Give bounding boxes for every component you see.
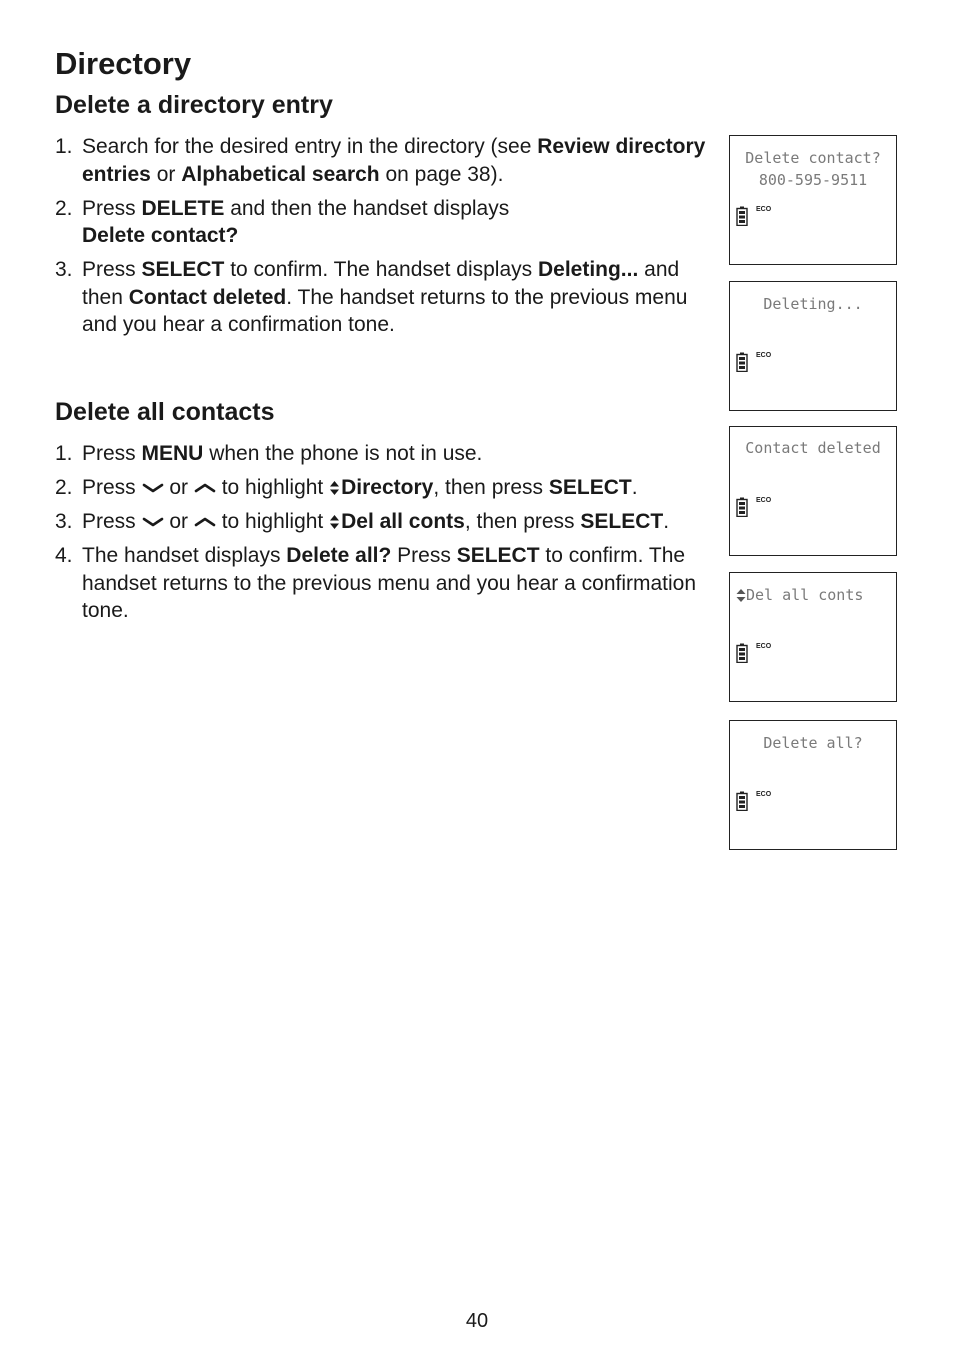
battery-icon [736,643,748,663]
step-text: or [163,510,194,533]
step-text: or [150,162,182,186]
handset-screen-deleting [729,281,897,411]
lcd-line: Delete all? [763,734,863,752]
step-bold: SELECT [548,476,632,499]
section-heading-delete-entry: Delete a directory entry [55,91,333,119]
step-item [55,195,715,250]
section-heading-delete-all: Delete all contacts [55,398,275,426]
step-bold: DELETE [141,196,225,220]
lcd-line: 800-595-9511 [758,171,868,189]
chevron-down-icon [142,515,164,529]
handset-screen-delete-contact [729,135,897,265]
step-text: Search for the desired entry in the directory (see [82,135,538,158]
step-number: 1. [55,135,73,158]
step-bold: Delete all? [286,544,392,567]
chevron-up-icon [194,481,216,495]
step-text: when the phone is not in use. [203,442,483,465]
battery-icon [736,791,748,811]
step-number: 3. [55,510,73,533]
step-text: and then the handset displays [224,196,510,220]
up-down-arrow-icon [736,588,746,603]
chevron-up-icon [194,515,216,529]
step-bold: Delete contact? [82,224,239,247]
step-text: The handset displays [82,544,287,567]
step-text: . The handset returns to the previous menu and you hear a confirmation tone. [82,285,688,336]
step-text: to confirm. The handset returns to the previous menu and you hear a confirmation tone. [82,544,697,622]
eco-indicator: ECO [756,643,772,650]
lcd-line: Contact deleted [745,439,881,457]
eco-indicator: ECO [756,497,772,504]
step-bold: Review directory entries [82,135,706,186]
step-text: . [631,476,638,499]
battery-icon [736,497,748,517]
step-item [55,474,715,502]
step-text: to highlight [215,510,330,533]
page-title: Directory [55,46,192,81]
lcd-line: Del all conts [746,586,864,604]
step-item [55,256,715,339]
step-bold: Deleting... [537,258,639,281]
handset-screen-contact-deleted [729,426,897,556]
eco-indicator: ECO [756,352,772,359]
step-bold: SELECT [141,258,225,281]
step-bold: SELECT [456,544,540,567]
page-number: 40 [465,1310,489,1332]
eco-indicator: ECO [756,791,772,798]
step-number: 2. [55,196,73,220]
step-text: Press [82,510,142,533]
step-item [55,508,715,536]
steps-delete-all [55,440,715,631]
handset-screen-delete-all [729,720,897,850]
step-text: to highlight [215,476,330,499]
step-bold: Directory [341,476,434,499]
step-bold: Contact deleted [128,285,287,309]
battery-icon [736,206,748,226]
step-number: 2. [55,476,73,499]
step-bold: SELECT [580,510,664,533]
step-number: 4. [55,544,73,567]
step-item [55,133,715,188]
lcd-line: Delete contact? [745,149,881,167]
up-down-arrow-icon [329,514,340,530]
step-text: to confirm. The handset displays [224,258,538,281]
lcd-line: Deleting... [763,295,863,313]
step-text: Press [82,258,142,281]
battery-icon [736,352,748,372]
step-text: on page 38). [379,162,504,186]
step-bold: MENU [141,442,204,465]
chevron-down-icon [142,481,164,495]
step-number: 1. [55,442,73,465]
step-text: and then [82,258,680,309]
handset-screen-del-all-conts [729,572,897,702]
step-text: or [163,476,194,499]
step-text: Press [391,544,457,567]
step-bold: Del all conts [341,510,465,533]
step-number: 3. [55,258,73,281]
step-text: Press [82,196,142,220]
step-text: , then press [433,476,549,499]
up-down-arrow-icon [329,480,340,496]
step-text: Press [82,476,142,499]
step-item [55,440,715,468]
step-bold: Alphabetical search [181,162,380,186]
step-text: . [663,510,670,533]
step-item [55,542,715,625]
step-text: , then press [464,510,581,533]
step-text: Press [82,442,142,465]
eco-indicator: ECO [756,206,772,213]
steps-delete-entry [55,133,715,345]
